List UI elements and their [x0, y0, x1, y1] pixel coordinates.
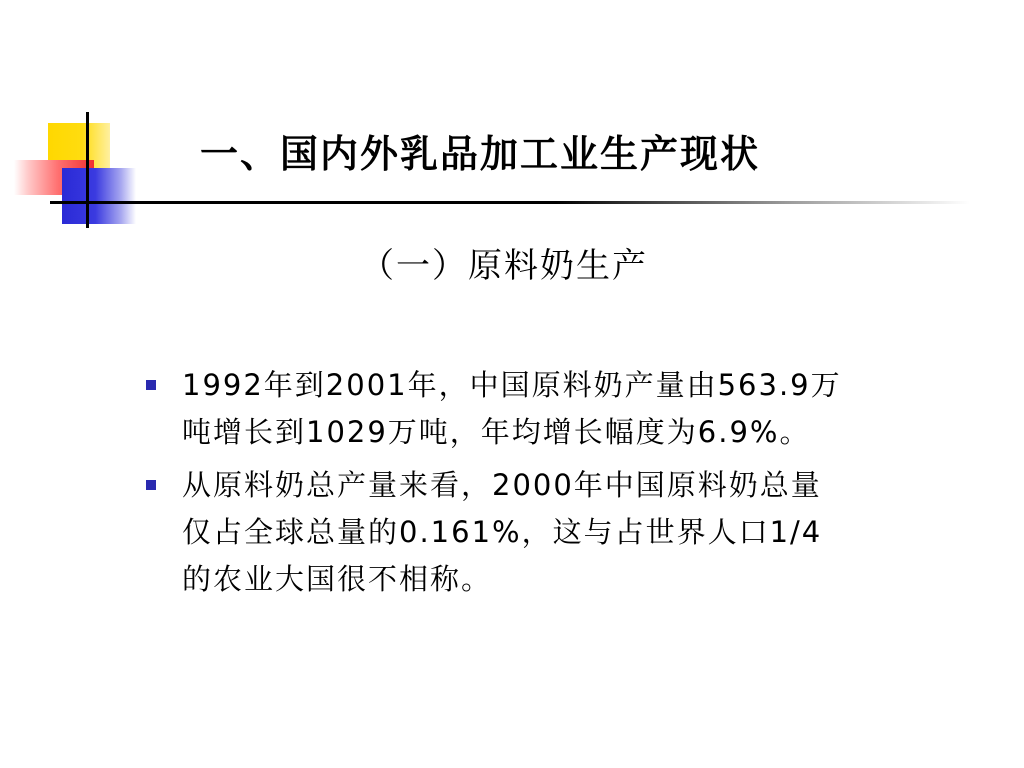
bullet-text-line: 仅占全球总量的0.161%，这与占世界人口1/4 [182, 515, 823, 549]
bullet-text-line: 1992年到2001年，中国原料奶产量由563.9万 [182, 368, 842, 402]
title-underline [50, 201, 970, 204]
decorative-blue-square [62, 168, 136, 224]
bullet-item [146, 462, 996, 603]
bullet-item [146, 362, 996, 456]
bullet-list [146, 362, 996, 609]
decorative-vertical-line [86, 112, 89, 228]
bullet-text-line: 吨增长到1029万吨，年均增长幅度为6.9%。 [182, 415, 811, 449]
bullet-square-icon [146, 380, 156, 390]
bullet-square-icon [146, 480, 156, 490]
bullet-text-line: 从原料奶总产量来看，2000年中国原料奶总量 [182, 468, 822, 502]
slide-subtitle: （一）原料奶生产 [360, 246, 648, 286]
slide-title: 一、国内外乳品加工业生产现状 [200, 131, 761, 176]
bullet-text-line: 的农业大国很不相称。 [182, 562, 493, 596]
